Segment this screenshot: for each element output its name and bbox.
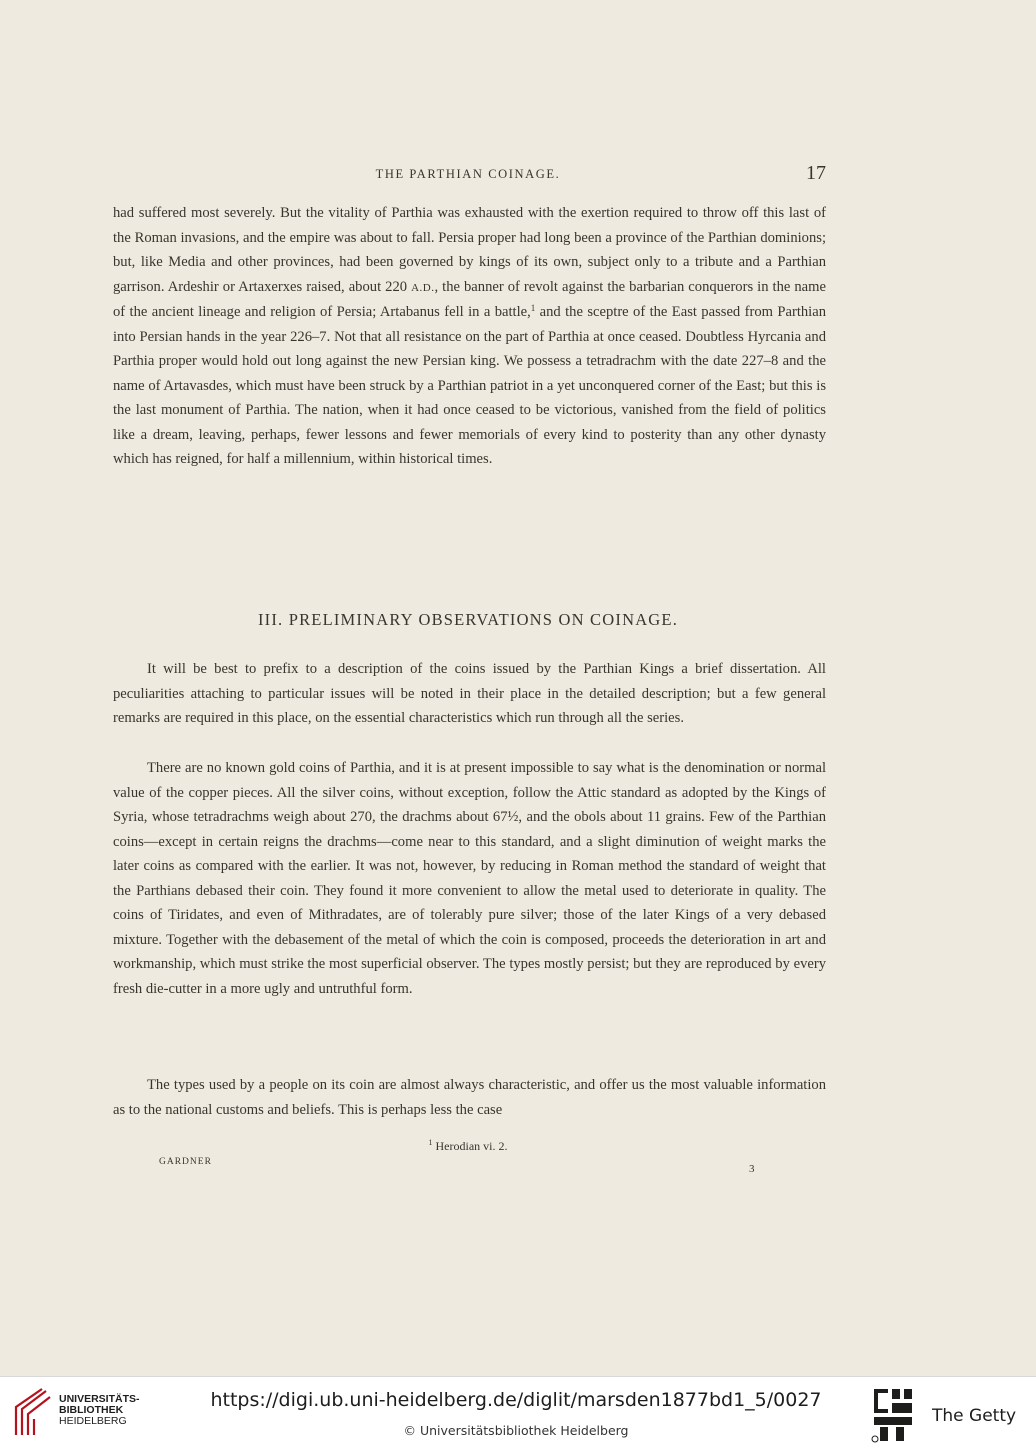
copyright-notice: © Universitätsbibliothek Heidelberg <box>403 1423 629 1438</box>
page-number: 17 <box>806 162 826 184</box>
footnote-marker: 1 <box>428 1138 433 1147</box>
running-title: THE PARTHIAN COINAGE. <box>375 167 561 181</box>
university-library-name <box>59 1394 140 1427</box>
running-head <box>110 162 826 184</box>
paragraph-text: and the sceptre of the East passed from Parthian into Persian hands in the year 226–7. Not that all resistance on the part of Parthia at once ceased. Doubtless Hyrcania and Parthia proper would hold out long against the new Persian king. We possess a tetradrachm with the date 227–8 and the name of Artavasdes, which must have been struck by a Parthian patriot in a yet unconquered corner of the East; but this is the last monument of Parthia. The nation, when it had once ceased to be victorious, vanished from the field of politics like a dream, leaving, perhaps, fewer lessons and fewer memorials of every kind to posterity than any other dynasty which has reigned, for half a millennium, within historical times. <box>113 304 826 467</box>
paragraph: There are no known gold coins of Parthia, and it is at present impossible to say what is the denomination or normal value of the copper pieces. All the silver coins, without exception, follow the Attic standard as adopted by the Kings of Syria, whose tetradrachms weigh about 270, the drachms about 67½, and the obols about 11 grains. Few of the Parthian coins—except in certain reigns the drachms—come near to this standard, and a slight diminution of weight marks the later coins as compared with the earlier. It was not, however, by reducing in Roman method the standard of weight that the Parthians debased their coin. They found it more convenient to allow the metal used to deteriorate in quality. The coins of Tiridates, and even of Mithradates, are of tolerably pure silver; those of the later Kings of a very debased mixture. Together with the debasement of the metal of which the coin is composed, proceeds the deterioration in art and workmanship, which must strike the most superficial observer. The types mostly persist; but they are reproduced by every fresh die-cutter in a more ugly and untruthful form. <box>113 760 826 997</box>
getty-wordmark: The Getty <box>932 1406 1017 1426</box>
university-library-logo-icon[interactable] <box>12 1387 52 1439</box>
paragraph: It will be best to prefix to a description of the coins issued by the Parthian Kings a brief dissertation. All peculiarities attaching to particular issues will be noted in their place in the detailed description; but a few general remarks are required in this place, on the essential characteristics which run through all the series. <box>113 661 826 726</box>
paragraph-text: had suffered most severely. But the vitality of Parthia was exhausted with the exertion required to throw off this last of the Roman invasions, and the empire was about to fall. Persia proper had long been a province of the Parthian dominions; but, like Media and other provinces, had been governed by kings of its own, subject only to a tribute and a Parthian garrison. Ardeshir or Artaxerxes raised, about 220 <box>113 205 826 295</box>
paragraph: The types used by a people on its coin are almost always characteristic, and offer us the most valuable information as to the national customs and beliefs. This is perhaps less the case <box>113 1077 826 1118</box>
viewer-footer <box>0 1376 1036 1450</box>
library-name-line: UNIVERSITÄTS- <box>59 1393 140 1405</box>
getty-logo-icon[interactable] <box>870 1387 920 1443</box>
library-name-line: BIBLIOTHEK <box>59 1404 124 1416</box>
footnote-text: Herodian vi. 2. <box>432 1139 508 1153</box>
printer-signature: GARDNER <box>159 1157 212 1167</box>
paragraph-text: , the banner of revolt against the barbarian conquerors in the name of the ancient lineage and religion of Persia; Artabanus fell in a battle, <box>113 278 826 320</box>
permalink-url[interactable]: https://digi.ub.uni-heidelberg.de/diglit/marsden1877bd1_5/0027 <box>210 1389 822 1411</box>
library-name-line: HEIDELBERG <box>59 1415 127 1427</box>
sheet-number: 3 <box>749 1163 755 1175</box>
era-abbreviation: A.D. <box>411 281 435 294</box>
footnote <box>110 1139 826 1154</box>
footnote-reference: 1 <box>530 303 536 313</box>
section-heading: III. PRELIMINARY OBSERVATIONS ON COINAGE. <box>257 610 679 629</box>
paragraph-continued <box>113 201 826 472</box>
